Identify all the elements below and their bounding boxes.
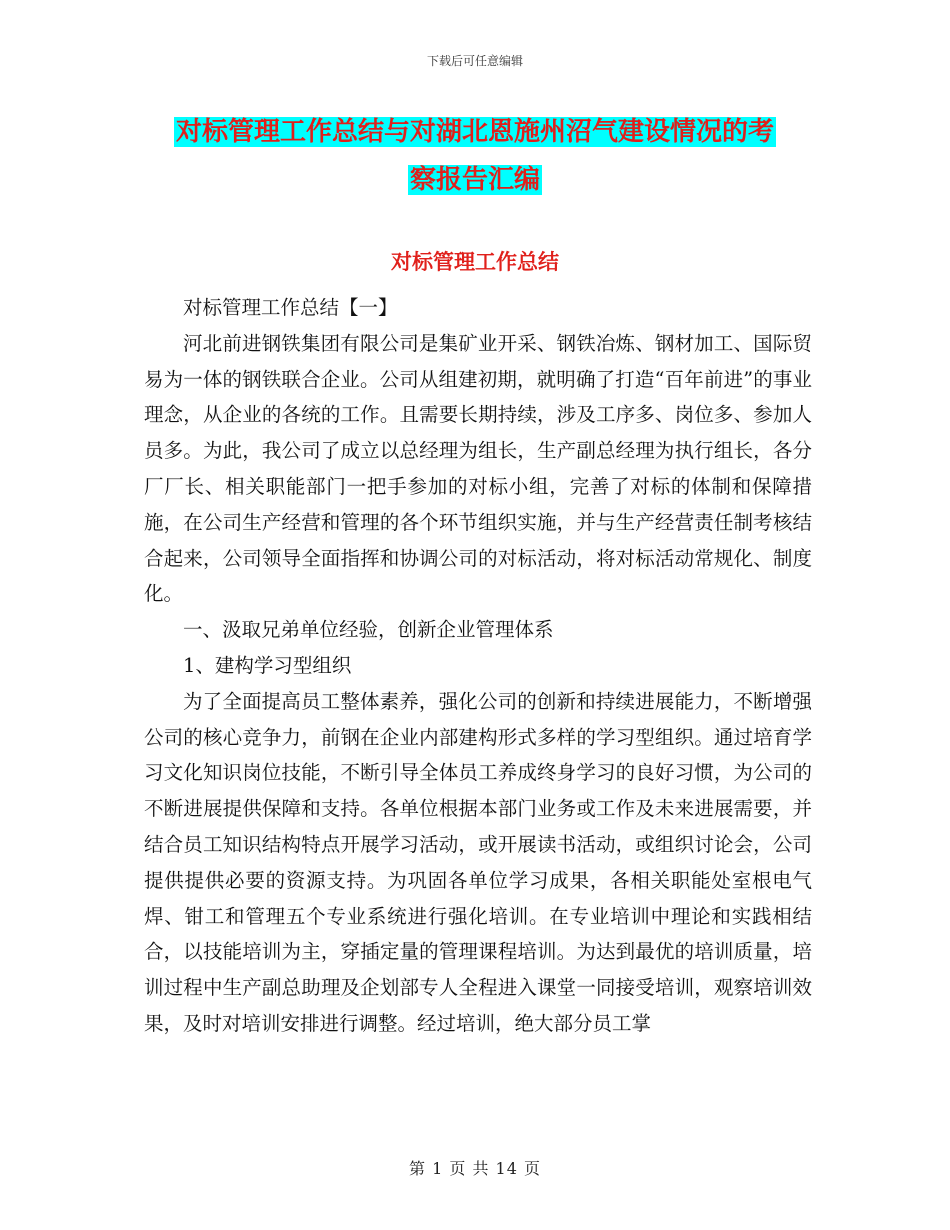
paragraph-heading-1-1: 1、建构学习型组织	[183, 653, 352, 677]
paragraph-heading-1: 一、汲取兄弟单位经验，创新企业管理体系	[183, 618, 554, 642]
paragraph-learning-org: 为了全面提高员工整体素养，强化公司的创新和持续进展能力，不断增强公司的核心竞争力，前钢在企业内部建构形式多样的学习型组织。通过培育学习文化知识岗位技能，不断引导全体员工养成终身学习的良好习惯，为公司的不断进展提供保障和支持。各单位根据本部门业务或工作及未来进展需要，并结合员工知识结构特点开展学习活动，或开展读书活动，或组织讨论会，公司提供提供必要的资源支持。为巩固各单位学习成果，各相关职能处室根电气焊、钳工和管理五个专业系统进行强化培训。在专业培训中理论和实践相结合，以技能培训为主，穿插定量的管理课程培训。为达到最优的培训质量，培训过程中生产副总助理及企划部专人全程进入课堂一同接受培训，观察培训效果，及时对培训安排进行调整。经过培训，绝大部分员工掌	[144, 689, 812, 1035]
document-body	[144, 290, 812, 1042]
section-title: 对标管理工作总结	[391, 249, 559, 274]
page-number: 第 1 页 共 14 页	[409, 1159, 541, 1178]
document-title-line-2: 察报告汇编	[409, 165, 540, 195]
paragraph-company-intro: 河北前进钢铁集团有限公司是集矿业开采、钢铁冶炼、钢材加工、国际贸易为一体的钢铁联合企业。公司从组建初期，就明确了打造“百年前进”的事业理念，从企业的各统的工作。且需要长期持续，涉及工序多、岗位多、参加人员多。为此，我公司了成立以总经理为组长，生产副总经理为执行组长，各分厂厂长、相关职能部门一把手参加的对标小组，完善了对标的体制和保障措施，在公司生产经营和管理的各个环节组织实施，并与生产经营责任制考核结合起来，公司领导全面指挥和协调公司的对标活动，将对标活动常规化、制度化。	[144, 331, 812, 606]
page-header-note: 下载后可任意编辑	[426, 54, 523, 68]
document-title	[140, 108, 810, 204]
paragraph-subtitle: 对标管理工作总结【一】	[183, 296, 398, 319]
document-title-line-1: 对标管理工作总结与对湖北恩施州沼气建设情况的考	[175, 117, 774, 147]
